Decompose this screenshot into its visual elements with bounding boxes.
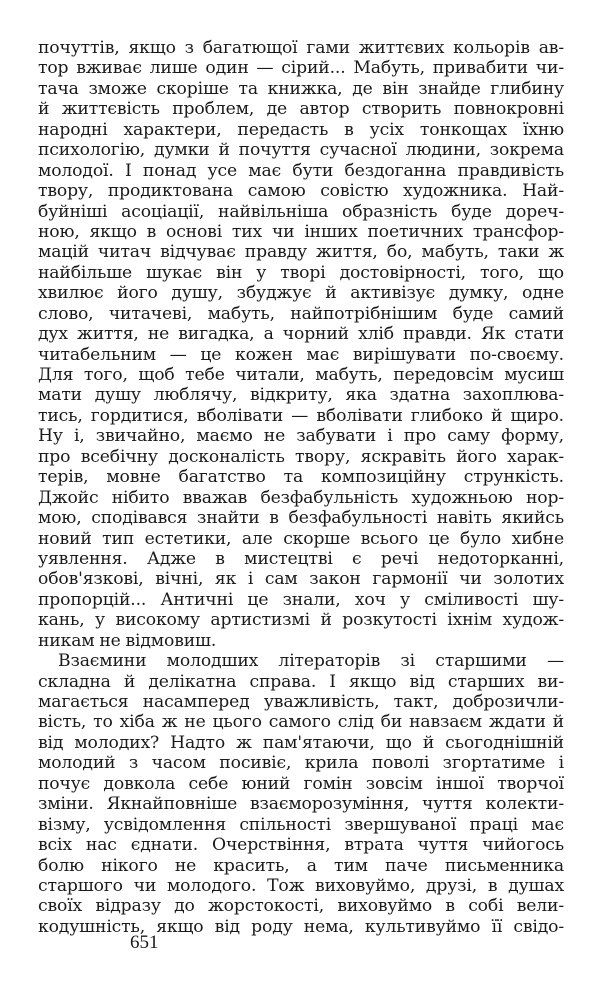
text-line: молодий з часом посивіє, крила поволі згортатиме і <box>38 753 564 774</box>
text-line: всіх нас єднати. Очерствіння, втрата чуття чийогось <box>38 835 564 856</box>
text-line: твору, продиктована самою совістю художника. Най- <box>38 181 564 202</box>
text-line: Джойс нібито вважав безфабульність художньою нор- <box>38 487 564 508</box>
page-number: 651 <box>130 932 159 953</box>
text-line: новий тип естетики, але скорше всього це було хибне <box>38 528 564 549</box>
text-line: складна й делікатна справа. І якщо від старших ви- <box>38 671 564 692</box>
book-page-text <box>38 38 564 937</box>
text-line: болю нікого не красить, а тим паче письменника <box>38 855 564 876</box>
text-line: кань, у високому артистизмі й розкутості іхнім худож- <box>38 610 564 631</box>
text-line: молодої. І понад усе має бути бездоганна правдивість <box>38 160 564 181</box>
text-line: мою, сподівався знайти в безфабульності навіть якийсь <box>38 508 564 529</box>
text-line: терів, мовне багатство та композиційну стрункість. <box>38 467 564 488</box>
text-line: почує довкола себе юний гомін зовсім іншої творчої <box>38 773 564 794</box>
text-line: мацій читач відчуває правду життя, бо, мабуть, таки ж <box>38 242 564 263</box>
text-line: слово, читачеві, мабуть, найпотрібнішим буде самий <box>38 303 564 324</box>
text-line: хвилює його душу, збуджує й активізує думку, одне <box>38 283 564 304</box>
text-line: Для того, щоб тебе читали, мабуть, передовсім мусиш <box>38 365 564 385</box>
text-line: Ну і, звичайно, маємо не забувати і про саму форму, <box>38 426 564 447</box>
text-line: від молодих? Надто ж пам'ятаючи, що й сьогоднішній <box>38 732 564 753</box>
text-line: візму, усвідомлення спільності звершуваної праці має <box>38 814 564 835</box>
text-line: тача зможе скоріше та книжка, де він знайде глибину <box>38 78 564 99</box>
text-line: про всебічну досконалість твору, яскравіть його харак- <box>38 446 564 467</box>
text-line: почуттів, якщо з багатющої гами життєвих кольорів ав- <box>38 38 564 58</box>
text-line: читабельним — це кожен має вирішувати по-своєму. <box>38 344 564 365</box>
paragraph-start-line: Взаємини молодших літераторів зі старшими — <box>58 651 564 672</box>
text-line: обов'язкові, вічні, як і сам закон гармонії чи золотих <box>38 569 564 590</box>
text-line: народні характери, передасть в усіх тонкощах їхню <box>38 119 564 140</box>
text-line: й життєвість проблем, де автор створить повнокровні <box>38 99 564 120</box>
text-line: найбільше шукає він у творі достовірності, того, що <box>38 262 564 283</box>
paragraph-end-line: никам не відмовиш. <box>38 630 217 651</box>
text-line: дух життя, не вигадка, а чорний хліб правди. Як стати <box>38 324 564 345</box>
text-line: магається насамперед уважливість, такт, доброзичли- <box>38 692 564 712</box>
text-line: тись, гордитися, вболівати — вболівати глибоко й щиро. <box>38 405 564 426</box>
text-line: своїх відразу до жорстокості, виховуймо в собі вели- <box>38 896 564 917</box>
text-line: вість, то хіба ж не цього самого слід би навзаєм ждати й <box>38 712 564 733</box>
text-line: мати душу люблячу, відкриту, яка здатна захоплюва- <box>38 385 564 406</box>
text-line: буйніші асоціації, найвільніша образність буде дореч- <box>38 201 564 222</box>
text-line: зміни. Якнайповніше взаєморозуміння, чуття колекти- <box>38 794 564 815</box>
text-line: пропорцій... Античні це знали, хоч у сміливості шу- <box>38 589 564 610</box>
text-line: старшого чи молодого. Тож виховуймо, друзі, в душах <box>38 875 564 896</box>
text-line: психологію, думки й почуття сучасної людини, зокрема <box>38 140 564 161</box>
text-line: тор вживає лише один — сірий... Мабуть, привабити чи- <box>38 58 564 79</box>
text-line: кодушність, якщо від роду нема, культивуймо її свідо- <box>38 916 564 937</box>
text-line: уявлення. Адже в мистецтві є речі недоторканні, <box>38 548 564 569</box>
text-line: ною, якщо в основі тих чи інших поетичних трансфор- <box>38 221 564 242</box>
